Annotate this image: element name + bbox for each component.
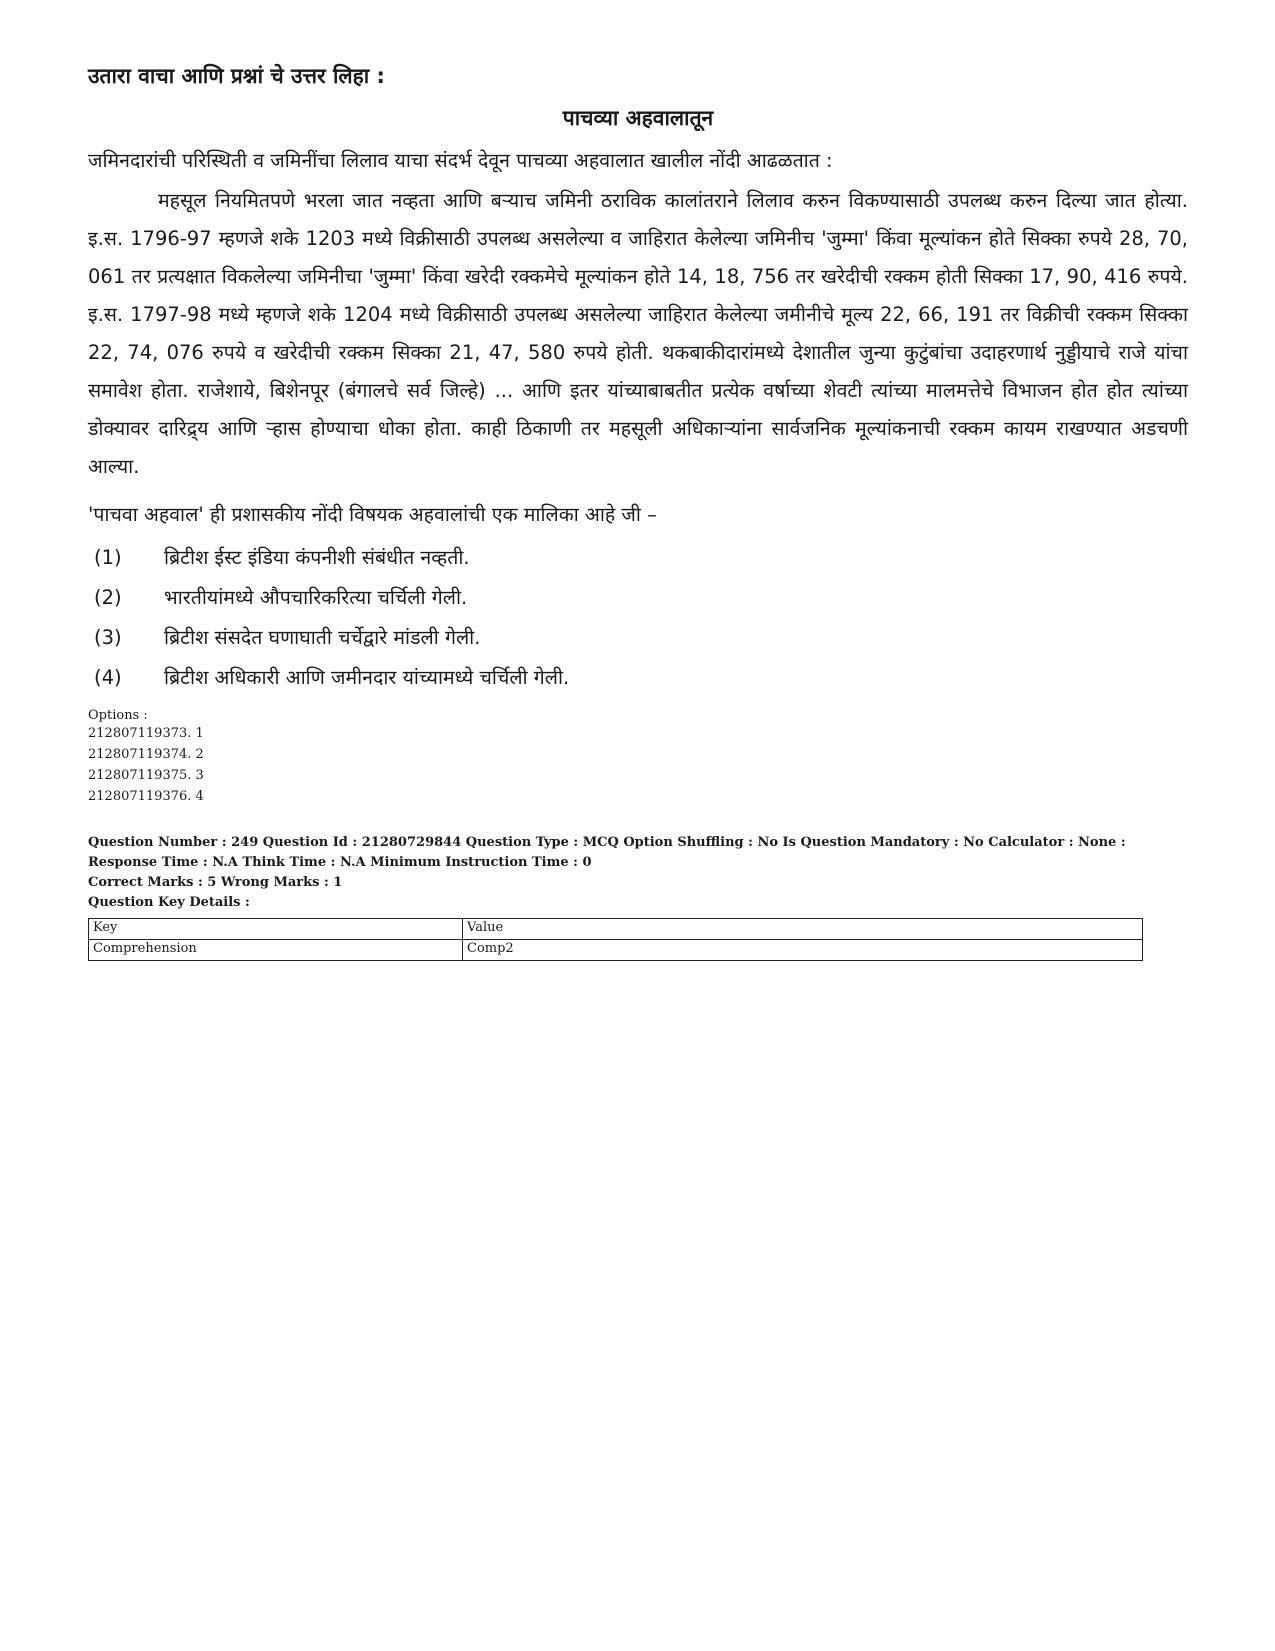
instruction-heading: उतारा वाचा आणि प्रश्नां चे उत्तर लिहा : bbox=[88, 64, 385, 88]
choice-item bbox=[88, 618, 1188, 658]
choice-text: ब्रिटीश ईस्ट इंडिया कंपनीशी संबंधीत नव्हती. bbox=[164, 546, 470, 569]
table-header-row bbox=[89, 919, 1143, 940]
question-info-line2: Response Time : N.A Think Time : N.A Minimum Instruction Time : 0 bbox=[88, 855, 592, 870]
option-id-line: 212807119376. 4 bbox=[88, 789, 204, 804]
choice-number: (1) bbox=[94, 546, 122, 569]
passage-paragraph: महसूल नियमितपणे भरला जात नव्हता आणि बऱ्याच जमिनी ठराविक कालांतराने लिलाव करुन विकण्यासाठी उपलब्ध करुन दिल्या जात होत्या. इ.स. 1796-97 म्हणजे शके 1203 मध्ये विक्रीसाठी उपलब्ध असलेल्या व जाहिरात केलेल्या जमिनीच 'जुम्मा' किंवा मूल्यांकन होते सिक्का रुपये 28, 70, 061 तर प्रत्यक्षात विकलेल्या जमिनीचा 'जुम्मा' किंवा खरेदी रक्कमेचे मूल्यांकन होते 14, 18, 756 तर खरेदीची रक्कम होती सिक्का 17, 90, 416 रुपये. इ.स. 1797-98 मध्ये म्हणजे शके 1204 मध्ये विक्रीसाठी उपलब्ध असलेल्या जाहिरात केलेल्या जमीनीचे मूल्य 22, 66, 191 तर विक्रीची रक्कम सिक्का 22, 74, 076 रुपये व खरेदीची रक्कम सिक्का 21, 47, 580 रुपये होती. थकबाकीदारांमध्ये देशातील जुन्या कुटुंबांचा उदाहरणार्थ नुड्डीयाचे राजे यांचा समावेश होता. राजेशाये, बिशेनपूर (बंगालचे सर्व जिल्हे) ... आणि इतर यांच्याबाबतीत प्रत्येक वर्षाच्या शेवटी त्यांच्या मालमत्तेचे विभाजन होत होत त्यांच्या डोक्यावर दारिद्र्य आणि ऱ्हास होण्याचा धोका होता. काही ठिकाणी तर महसूली अधिकाऱ्यांना सार्वजनिक मूल्यांकनाची रक्कम कायम राखण्यात अडचणी आल्या. bbox=[88, 189, 1188, 478]
choice-text: ब्रिटीश संसदेत घणाघाती चर्चेद्वारे मांडली गेली. bbox=[164, 626, 481, 649]
options-label: Options : bbox=[88, 708, 148, 723]
question-page bbox=[88, 62, 1188, 961]
choice-list bbox=[88, 538, 1188, 698]
table-header-value: Value bbox=[463, 919, 1143, 940]
choice-text: भारतीयांमध्ये औपचारिकरित्या चर्चिली गेली. bbox=[164, 586, 468, 609]
choice-item bbox=[88, 538, 1188, 578]
key-details-label: Question Key Details : bbox=[88, 895, 250, 910]
choice-number: (3) bbox=[94, 626, 122, 649]
table-row bbox=[89, 940, 1143, 961]
table-cell-key: Comprehension bbox=[89, 940, 463, 961]
question-info-line1: Question Number : 249 Question Id : 21280729844 Question Type : MCQ Option Shuffling : No Is Question Mandatory : No Calculator : None : bbox=[88, 835, 1126, 850]
choice-text: ब्रिटीश अधिकारी आणि जमीनदार यांच्यामध्ये चर्चिली गेली. bbox=[164, 666, 570, 689]
question-stem: 'पाचवा अहवाल' ही प्रशासकीय नोंदी विषयक अहवालांची एक मालिका आहे जी – bbox=[88, 503, 657, 526]
passage-title: पाचव्या अहवालातून bbox=[562, 106, 714, 130]
choice-number: (2) bbox=[94, 586, 122, 609]
table-cell-value: Comp2 bbox=[463, 940, 1143, 961]
option-id-line: 212807119375. 3 bbox=[88, 768, 204, 783]
question-marks: Correct Marks : 5 Wrong Marks : 1 bbox=[88, 875, 343, 890]
option-id-line: 212807119374. 2 bbox=[88, 747, 204, 762]
option-id-line: 212807119373. 1 bbox=[88, 726, 204, 741]
passage-intro: जमिनदारांची परिस्थिती व जमिनींचा लिलाव याचा संदर्भ देवून पाचव्या अहवालात खालील नोंदी आढळतात : bbox=[88, 149, 833, 172]
choice-item bbox=[88, 658, 1188, 698]
table-header-key: Key bbox=[89, 919, 463, 940]
question-info bbox=[88, 833, 1188, 893]
choice-number: (4) bbox=[94, 666, 122, 689]
choice-item bbox=[88, 578, 1188, 618]
key-details-table bbox=[88, 918, 1143, 961]
